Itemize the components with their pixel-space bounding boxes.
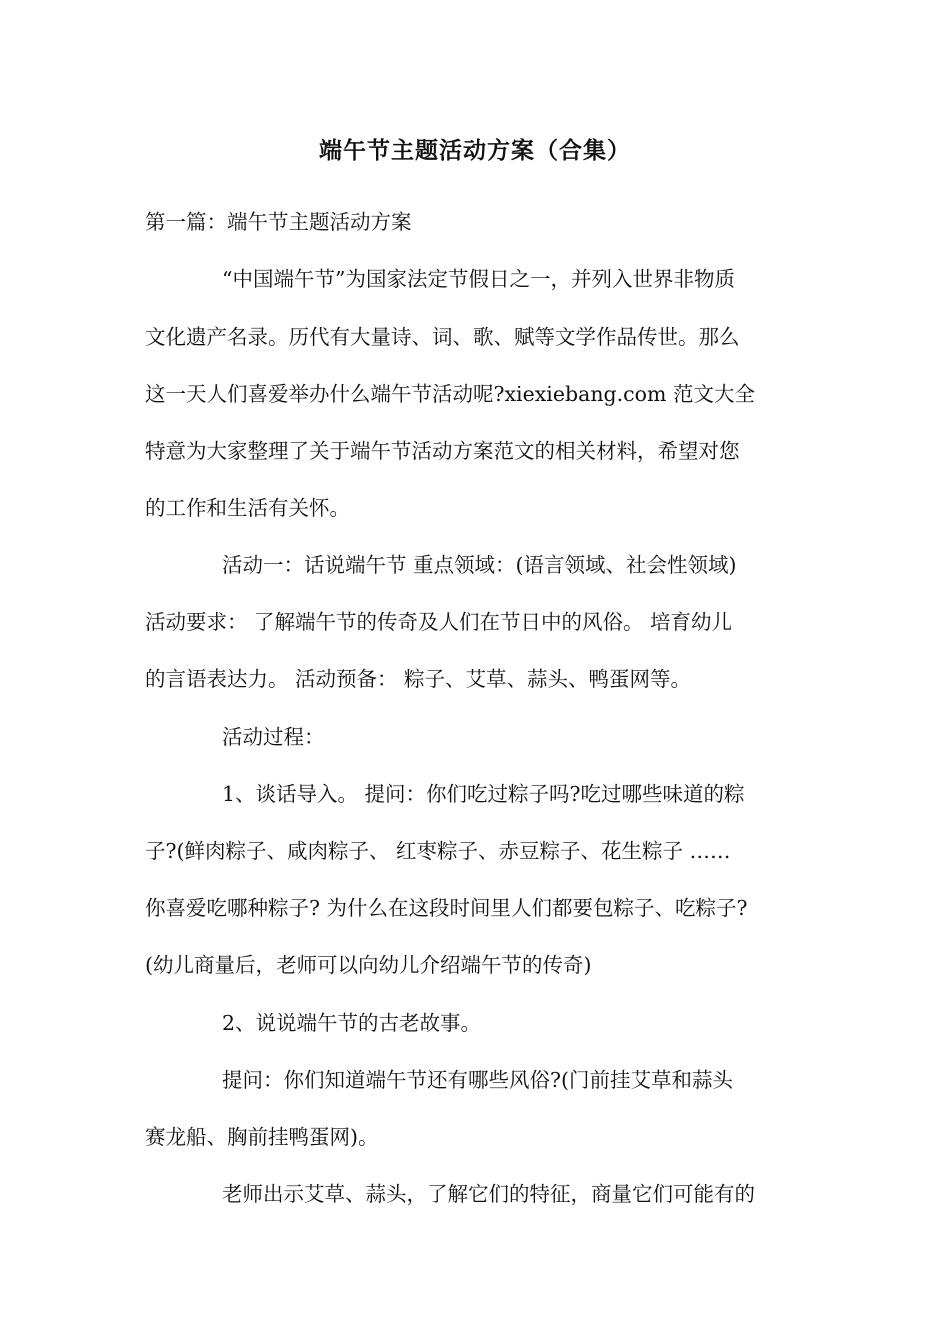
paragraph-line: 2、说说端午节的古老故事。 — [222, 1011, 482, 1035]
paragraph-line: “中国端午节”为国家法定节假日之一，并列入世界非物质 — [222, 267, 735, 291]
paragraph-line: 赛龙船、胸前挂鸭蛋网)。 — [145, 1125, 379, 1149]
paragraph-line: 提问：你们知道端午节还有哪些风俗?(门前挂艾草和蒜头 — [222, 1068, 733, 1092]
paragraph-line: 文化遗产名录。历代有大量诗、词、歌、赋等文学作品传世。那么 — [145, 325, 740, 349]
section-heading: 第一篇：端午节主题活动方案 — [145, 210, 412, 234]
paragraph-line: (幼儿商量后，老师可以向幼儿介绍端午节的传奇) — [145, 953, 592, 977]
paragraph-line: 的工作和生活有关怀。 — [145, 496, 350, 520]
paragraph-line: 活动要求： 了解端午节的传奇及人们在节日中的风俗。 培育幼儿 — [145, 610, 733, 634]
paragraph-line: 老师出示艾草、蒜头，了解它们的特征，商量它们可能有的 — [222, 1182, 755, 1206]
paragraph-line: 你喜爱吃哪种粽子? 为什么在这段时间里人们都要包粽子、吃粽子? — [145, 896, 748, 920]
paragraph-line: 子?(鲜肉粽子、咸肉粽子、 红枣粽子、赤豆粽子、花生粽子 …… — [145, 839, 731, 863]
document-title: 端午节主题活动方案（合集） — [319, 137, 631, 164]
paragraph-line: 1、谈话导入。 提问：你们吃过粽子吗?吃过哪些味道的粽 — [222, 782, 745, 806]
paragraph-line: 这一天人们喜爱举办什么端午节活动呢?xiexiebang.com 范文大全 — [145, 382, 755, 406]
paragraph-line: 活动一：话说端午节 重点领域：(语言领域、社会性领域) — [222, 553, 737, 577]
paragraph-line: 活动过程： — [222, 725, 325, 749]
paragraph-line: 特意为大家整理了关于端午节活动方案范文的相关材料，希望对您 — [145, 439, 740, 463]
paragraph-line: 的言语表达力。 活动预备： 粽子、艾草、蒜头、鸭蛋网等。 — [145, 667, 692, 691]
